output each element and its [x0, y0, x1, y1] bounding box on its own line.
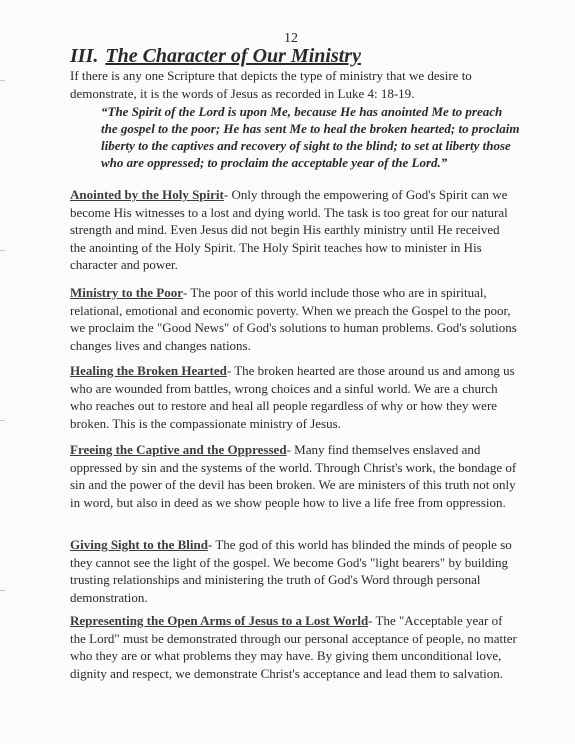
- heading-numeral: III.: [70, 45, 99, 67]
- scan-edge-mark: [0, 80, 5, 81]
- section-title: Freeing the Captive and the Oppressed: [70, 442, 287, 457]
- section-title: Healing the Broken Hearted: [70, 363, 227, 378]
- section-body: - Only through the empowering of God's Spirit can we become His witnesses to a lost and dying world. The task is too great for our natural strength and mind. Even Jesus did not begin His earthly ministry until He received the anointing of the Holy Spirit. The Holy Spirit teaches how to minister in His character and power.: [70, 187, 508, 272]
- section-title: Representing the Open Arms of Jesus to a Lost World: [70, 613, 369, 628]
- section-body: - The poor of this world include those who are in spiritual, relational, emotional and economic poverty. When we preach the Gospel to the poor, we proclaim the "Good News" of God's solutions to human problems. God's solutions changes lives and changes nations.: [70, 285, 517, 353]
- heading-title: The Character of Our Ministry: [105, 45, 361, 67]
- intro-paragraph: If there is any one Scripture that depicts the type of ministry that we desire to demonstrate, it is the words of Jesus as recorded in Luke 4: 18-19.: [70, 68, 472, 101]
- section-open-arms: [70, 612, 518, 682]
- section-body: - The broken hearted are those around us and among us who are wounded from battles, wrong choices and a sinful world. We are a church who reaches out to restore and heal all people regardless of why or how they were broken. This is the compassionate ministry of Jesus.: [70, 363, 515, 431]
- section-body: - The "Acceptable year of the Lord" must be demonstrated through our personal acceptance of people, no matter who they are or what problems they may have. By giving them unconditional love, dignity and respect, we demonstrate Christ's acceptance and lead them to salvation.: [70, 613, 517, 681]
- scan-edge-mark: [0, 590, 5, 591]
- section-title: Ministry to the Poor: [70, 285, 184, 300]
- section-sight: [70, 536, 518, 606]
- section-broken-hearted: [70, 362, 518, 432]
- section-title: Anointed by the Holy Spirit: [70, 187, 224, 202]
- section-body: - Many find themselves enslaved and oppressed by sin and the systems of the world. Through Christ's work, the bondage of sin and the power of the devil has been broken. We are ministers of this truth not only in word, but also in deed as we show people how to live a life free from oppression.: [70, 442, 517, 510]
- section-captive: [70, 441, 518, 511]
- scan-edge-mark: [0, 420, 5, 421]
- section-heading: [70, 45, 361, 67]
- section-anointed: [70, 186, 518, 274]
- section-body: - The god of this world has blinded the minds of people so they cannot see the light of the gospel. We become God's "light bearers" by building trusting relationships and ministering the truth of God's Word through personal demonstration.: [70, 537, 512, 605]
- section-title: Giving Sight to the Blind: [70, 537, 208, 552]
- page-number: 12: [284, 31, 298, 46]
- section-poor: [70, 284, 518, 354]
- scan-edge-mark: [0, 250, 5, 251]
- scripture-quote: “The Spirit of the Lord is upon Me, because He has anointed Me to preach the gospel to the poor; He has sent Me to heal the broken hearted; to proclaim liberty to the captives and recovery of sight to the blind; to set at liberty those who are oppressed; to proclaim the acceptable year of the Lord.”: [101, 104, 520, 170]
